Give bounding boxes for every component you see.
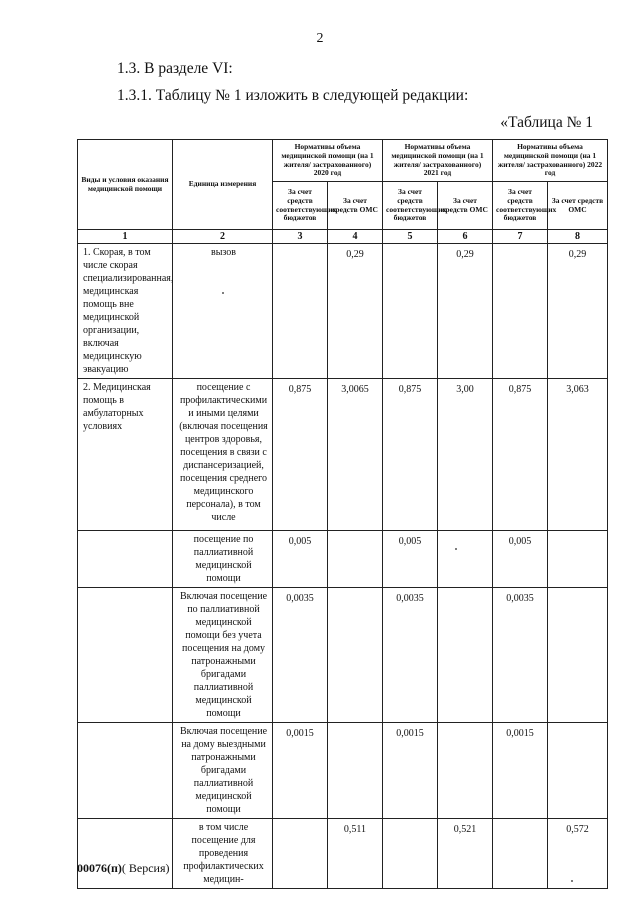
value-cell (438, 723, 493, 819)
column-number: 2 (173, 230, 273, 244)
unit-cell: посещение с профилактическими и иными целями (включая посещения центров здоровья, посещения в связи с диспансеризацией, посещения среднего медицинского персонала), в том числе (173, 379, 273, 531)
value-cell (328, 723, 383, 819)
header-unit: Единица измерения (173, 140, 273, 230)
value-cell: 0,572 (548, 819, 608, 889)
column-number: 4 (328, 230, 383, 244)
header-oms: За счет средств ОМС (548, 182, 608, 230)
scan-speck (571, 880, 573, 882)
value-cell: 0,005 (273, 531, 328, 588)
value-cell: 0,29 (438, 244, 493, 379)
value-cell: 0,0015 (273, 723, 328, 819)
unit-cell: посещение по паллиативной медицинской помощи (173, 531, 273, 588)
value-cell: 3,0065 (328, 379, 383, 531)
value-cell: 0,0035 (273, 588, 328, 723)
value-cell (548, 531, 608, 588)
header-oms: За счет средств ОМС (438, 182, 493, 230)
value-cell (383, 244, 438, 379)
header-budget: За счет средств соответствующих бюджетов (383, 182, 438, 230)
value-cell: 0,005 (493, 531, 548, 588)
column-number: 6 (438, 230, 493, 244)
header-year-2022: Нормативы объема медицинской помощи (на 1 жителя/ застрахованного) 2022 год (493, 140, 608, 182)
value-cell (548, 588, 608, 723)
unit-cell: вызов (173, 244, 273, 379)
value-cell: 0,0035 (493, 588, 548, 723)
value-cell: 0,29 (548, 244, 608, 379)
table-row (78, 723, 608, 819)
care-type-cell (78, 531, 173, 588)
value-cell (438, 588, 493, 723)
value-cell: 0,005 (383, 531, 438, 588)
value-cell (548, 723, 608, 819)
document-version: ( Версия) (121, 861, 170, 875)
value-cell: 0,875 (383, 379, 438, 531)
header-oms: За счет средств ОМС (328, 182, 383, 230)
table-row (78, 819, 608, 889)
section-heading: 1.3. В разделе VI: (117, 60, 233, 77)
value-cell (493, 244, 548, 379)
value-cell (273, 819, 328, 889)
care-type-cell: 2. Медицинская помощь в амбулаторных условиях (78, 379, 173, 531)
table-row (78, 379, 608, 531)
value-cell (438, 531, 493, 588)
value-cell: 0,875 (273, 379, 328, 531)
document-code: 00076(п) (77, 861, 122, 875)
value-cell: 0,875 (493, 379, 548, 531)
scan-speck (455, 548, 457, 550)
scan-speck (222, 292, 224, 294)
value-cell: 0,0015 (383, 723, 438, 819)
care-type-cell (78, 819, 173, 889)
unit-cell: Включая посещение на дому выездными патронажными бригадами паллиативной медицинской помощи (173, 723, 273, 819)
value-cell: 0,29 (328, 244, 383, 379)
value-cell (493, 819, 548, 889)
header-year-2020: Нормативы объема медицинской помощи (на 1 жителя/ застрахованного) 2020 год (273, 140, 383, 182)
column-number-row (78, 230, 608, 244)
header-year-2021: Нормативы объема медицинской помощи (на 1 жителя/ застрахованного) 2021 год (383, 140, 493, 182)
header-budget: За счет средств соответствующих бюджетов (493, 182, 548, 230)
value-cell: 0,511 (328, 819, 383, 889)
care-type-cell (78, 723, 173, 819)
table-row (78, 531, 608, 588)
value-cell (328, 531, 383, 588)
column-number: 5 (383, 230, 438, 244)
value-cell: 0,0015 (493, 723, 548, 819)
column-number: 8 (548, 230, 608, 244)
table-caption: «Таблица № 1 (500, 114, 593, 131)
value-cell (328, 588, 383, 723)
column-number: 3 (273, 230, 328, 244)
column-number: 7 (493, 230, 548, 244)
subsection-heading: 1.3.1. Таблицу № 1 изложить в следующей редакции: (117, 87, 469, 104)
value-cell (273, 244, 328, 379)
column-number: 1 (78, 230, 173, 244)
value-cell (383, 819, 438, 889)
care-type-cell: 1. Скорая, в том числе скорая специализированная, медицинская помощь вне медицинской организации, включая медицинскую эвакуацию (78, 244, 173, 379)
value-cell: 3,063 (548, 379, 608, 531)
header-budget: За счет средств соответствующих бюджетов (273, 182, 328, 230)
table-row (78, 588, 608, 723)
care-type-cell (78, 588, 173, 723)
header-types: Виды и условия оказания медицинской помощи (78, 140, 173, 230)
table-row (78, 244, 608, 379)
norms-table (77, 139, 608, 889)
page-number: 2 (316, 31, 324, 46)
value-cell: 0,521 (438, 819, 493, 889)
value-cell: 3,00 (438, 379, 493, 531)
unit-cell: в том числе посещение для проведения профилактических медицин- (173, 819, 273, 889)
document-footer (77, 861, 170, 876)
unit-cell: Включая посещение по паллиативной медицинской помощи без учета посещения на дому патронажными бригадами паллиативной медицинской помощи (173, 588, 273, 723)
value-cell: 0,0035 (383, 588, 438, 723)
